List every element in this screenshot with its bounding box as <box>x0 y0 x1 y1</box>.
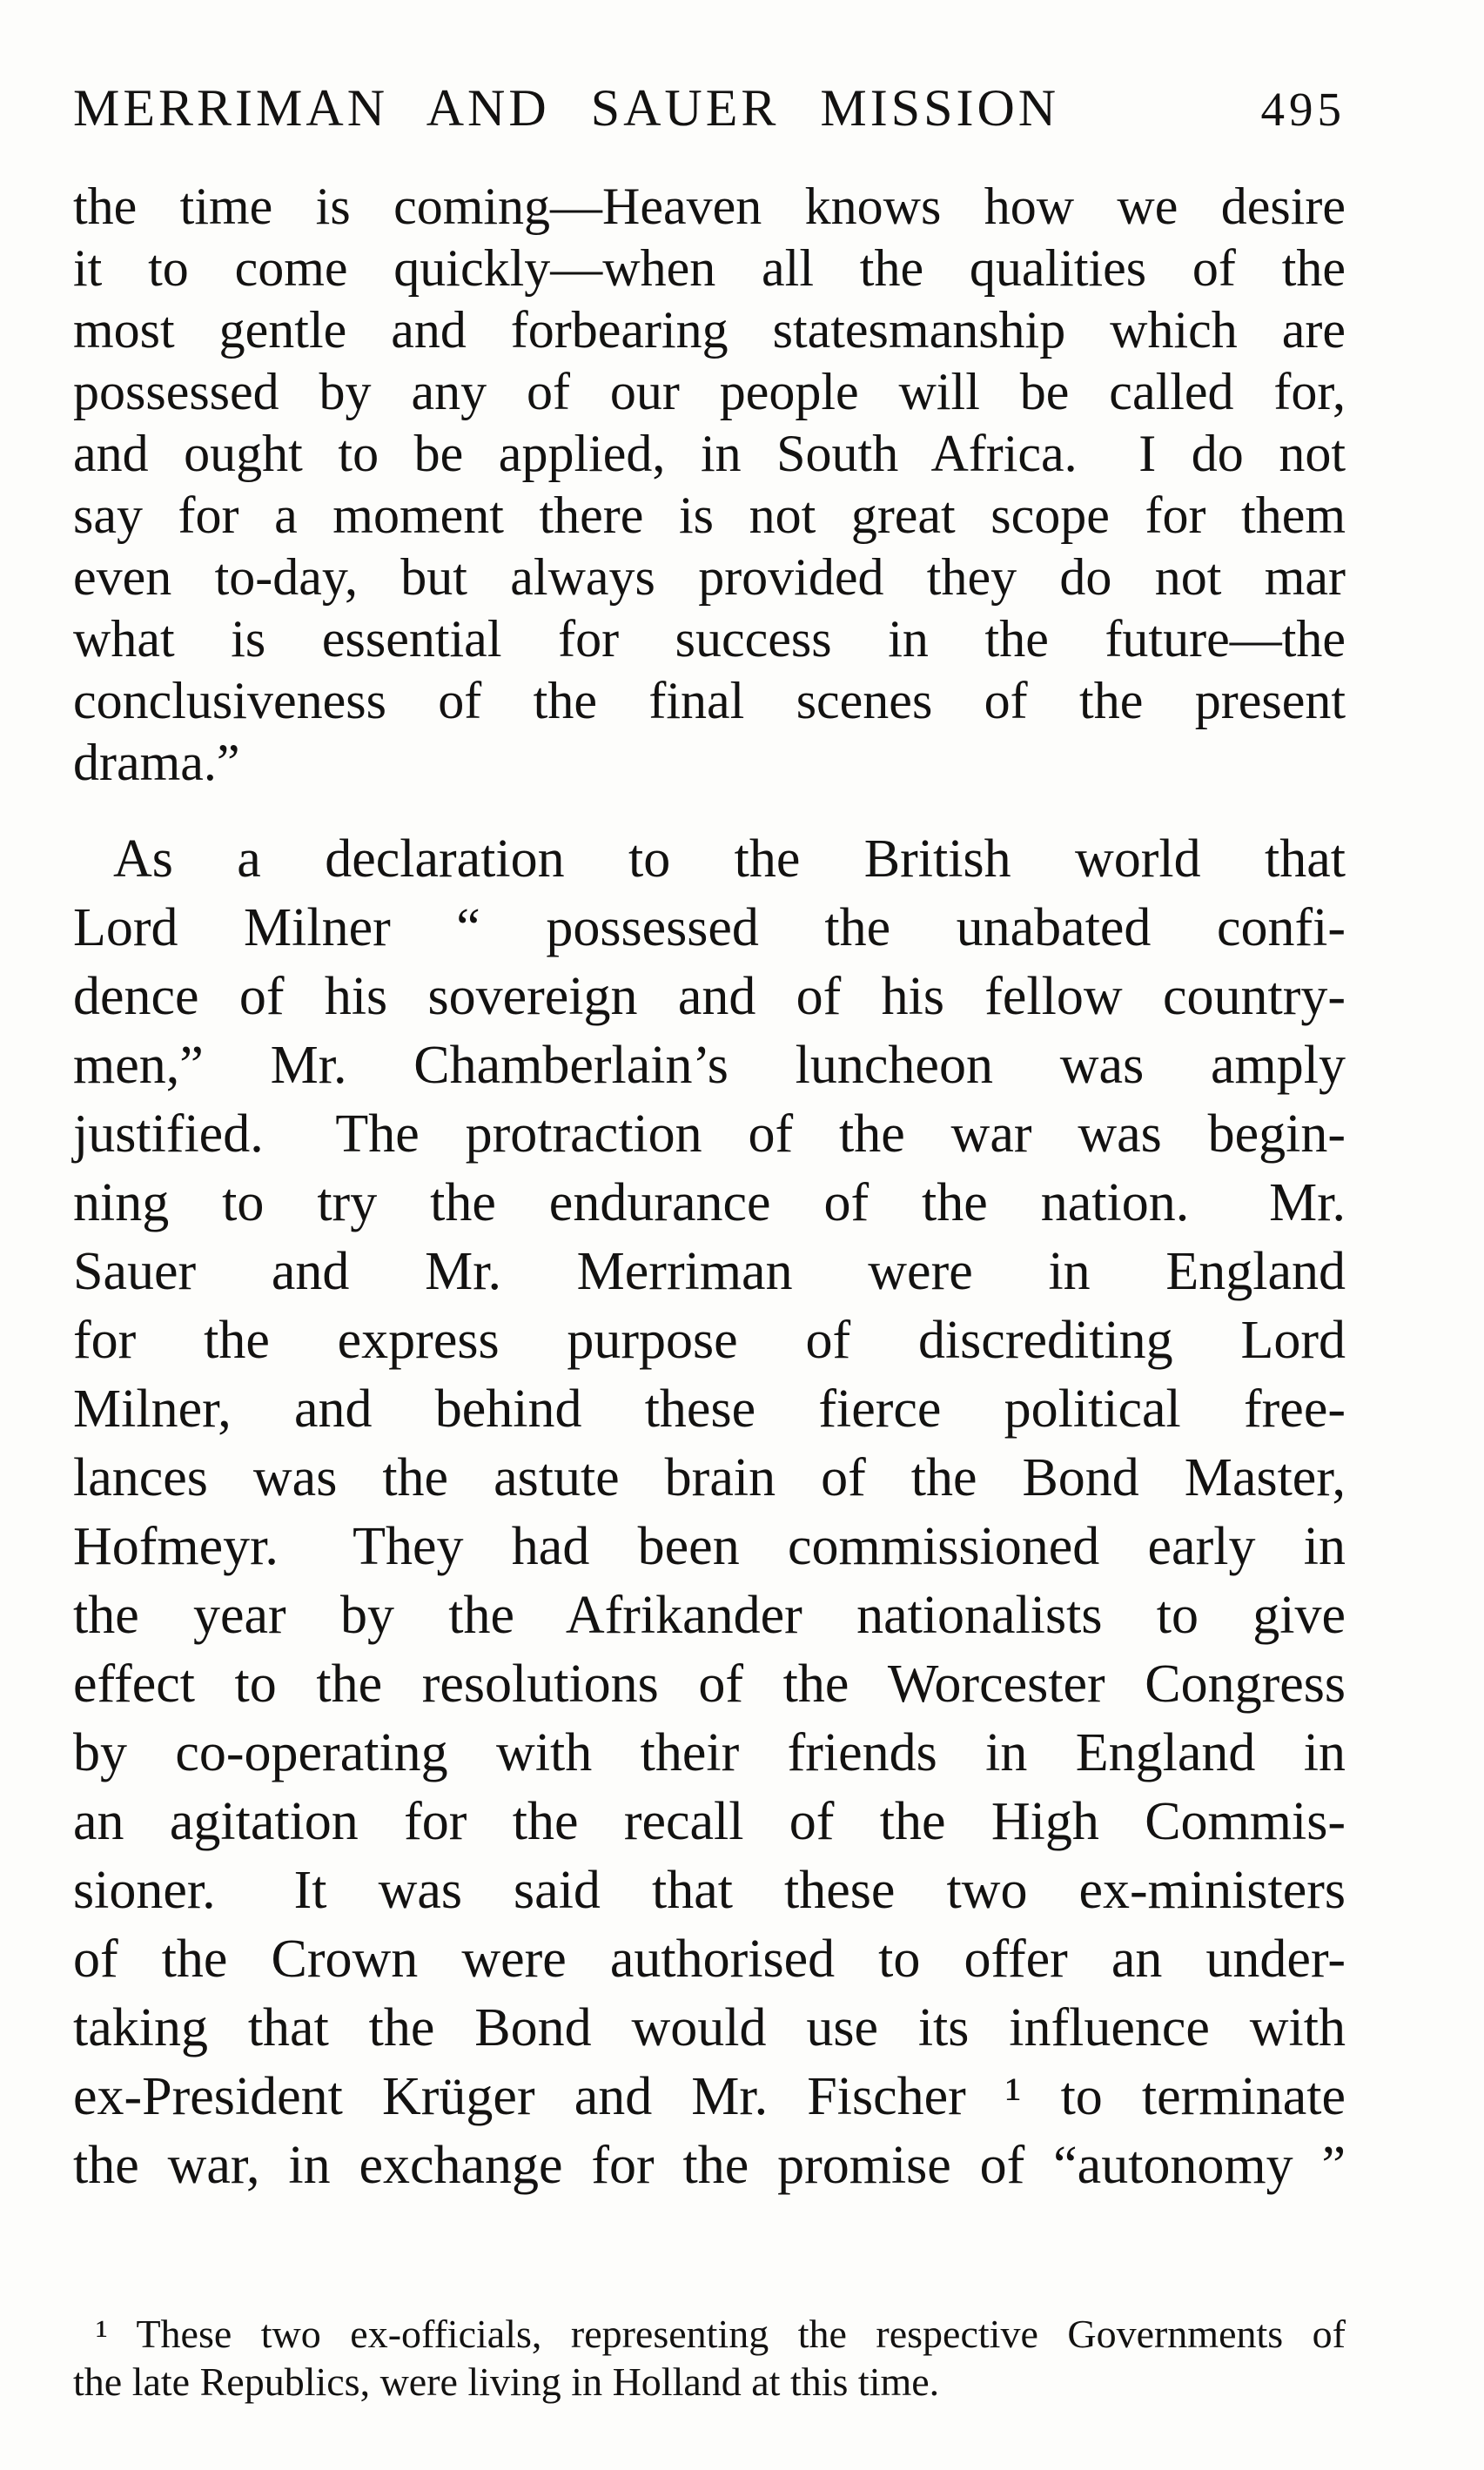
footnote-line: ¹ These two ex-officials, representing the respective Governments of <box>96 2312 1346 2356</box>
text-line: and ought to be applied, in South Africa. I do not <box>73 425 1346 482</box>
text-line: As a declaration to the British world that <box>113 829 1346 889</box>
text-line: by co-operating with their friends in England in <box>73 1723 1346 1782</box>
body-paragraph <box>73 825 1346 2200</box>
text-line: drama.” <box>73 734 240 791</box>
text-line: ning to try the endurance of the nation. Mr. <box>73 1173 1346 1232</box>
text-line: the year by the Afrikander nationalists to give <box>73 1586 1346 1645</box>
text-line: men,” Mr. Chamberlain’s luncheon was amply <box>73 1036 1346 1095</box>
text-line: Milner, and behind these fierce political free- <box>73 1379 1346 1439</box>
text-line: lances was the astute brain of the Bond Master, <box>73 1448 1346 1507</box>
footnote-line: the late Republics, were living in Holland at this time. <box>73 2359 940 2404</box>
text-line: sioner. It was said that these two ex-ministers <box>73 1861 1346 1920</box>
text-line: effect to the resolutions of the Worcester Congress <box>73 1654 1346 1714</box>
text-line: most gentle and forbearing statesmanship which are <box>73 301 1346 359</box>
text-line: for the express purpose of discrediting Lord <box>73 1311 1346 1370</box>
text-line: dence of his sovereign and of his fellow country- <box>73 967 1346 1026</box>
page-header <box>73 80 1346 138</box>
text-line: conclusiveness of the final scenes of the present <box>73 672 1346 729</box>
text-line: of the Crown were authorised to offer an under- <box>73 1930 1346 1989</box>
text-line: Sauer and Mr. Merriman were in England <box>73 1242 1346 1301</box>
text-line: an agitation for the recall of the High Commis- <box>73 1792 1346 1851</box>
text-line: ex-President Krüger and Mr. Fischer ¹ to terminate <box>73 2067 1346 2126</box>
text-line: even to-day, but always provided they do not mar <box>73 548 1346 606</box>
text-line: say for a moment there is not great scope for them <box>73 487 1346 544</box>
text-line: what is essential for success in the future—the <box>73 610 1346 668</box>
text-line: Lord Milner “ possessed the unabated confi- <box>73 898 1346 957</box>
text-line: Hofmeyr. They had been commissioned early in <box>73 1517 1346 1576</box>
text-line: it to come quickly—when all the qualities of the <box>73 239 1346 297</box>
running-title: MERRIMAN AND SAUER MISSION <box>73 79 1060 137</box>
quote-paragraph <box>73 176 1346 794</box>
text-block <box>73 0 1346 2406</box>
text-line: justified. The protraction of the war was begin- <box>73 1104 1346 1164</box>
text-line: taking that the Bond would use its influence with <box>73 1998 1346 2057</box>
footnote <box>73 2310 1346 2406</box>
text-line: the war, in exchange for the promise of “autonomy ” <box>73 2136 1346 2195</box>
text-line: possessed by any of our people will be called for, <box>73 363 1346 420</box>
page-number: 495 <box>1260 83 1346 136</box>
text-line: the time is coming—Heaven knows how we desire <box>73 178 1346 235</box>
